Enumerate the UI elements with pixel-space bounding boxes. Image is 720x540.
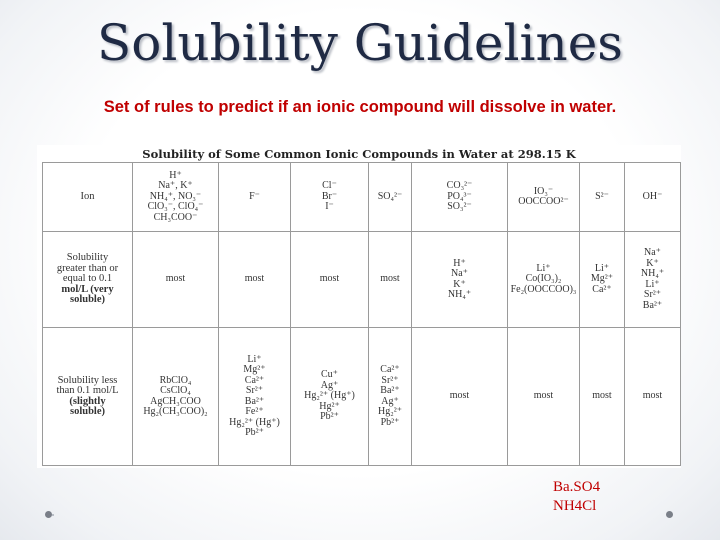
cell-line: most xyxy=(592,390,612,402)
table-row-soluble xyxy=(43,232,681,328)
cell-line: Ca²⁺ xyxy=(592,283,612,295)
cell-line: Ca²⁺ xyxy=(244,374,265,386)
slight-cell xyxy=(580,328,625,466)
cell-line: K⁺ xyxy=(646,257,659,269)
cell-line: Pb²⁺ xyxy=(380,416,400,428)
soluble-cell xyxy=(412,232,508,328)
cell-line: RbClO₄ xyxy=(159,374,192,386)
slide-bullet-right xyxy=(666,511,673,518)
cell-line: Co(IO₃)₂ xyxy=(525,273,562,285)
cell-line: most xyxy=(244,273,265,285)
cell-line: Hg₂(CH₃COO)₂ xyxy=(143,406,208,417)
cell-line: Na⁺ xyxy=(644,247,661,258)
table-caption: Solubility of Some Common Ionic Compounds in Water at 298.15 K xyxy=(142,147,576,161)
row-label-line: Solubility xyxy=(66,252,109,264)
cell-line: Pb²⁺ xyxy=(320,411,339,423)
cell-line: AgCH₃COO xyxy=(150,395,201,407)
soluble-cell xyxy=(369,232,412,328)
cell-line: Ba²⁺ xyxy=(244,395,265,407)
table-row-slightly-soluble xyxy=(43,328,681,466)
cell-line: Li⁺ xyxy=(594,262,610,274)
cell-line: H⁺ xyxy=(453,257,466,269)
cell-line: Br⁻ xyxy=(321,190,338,202)
header-cell xyxy=(219,163,291,232)
cell-line: Mg²⁺ xyxy=(243,364,266,375)
cell-line: PO₄³⁻ xyxy=(447,190,472,202)
answer-item: Ba.SO4 xyxy=(553,479,601,495)
slight-cell xyxy=(625,328,681,466)
answer-list xyxy=(553,478,600,516)
cell-line: Hg₂²⁺ (Hg⁺) xyxy=(304,390,355,402)
cell-line: Ba²⁺ xyxy=(380,385,400,396)
soluble-cell xyxy=(219,232,291,328)
cell-line: SO₄²⁻ xyxy=(377,190,403,202)
cell-line: OOCCOO²⁻ xyxy=(518,196,569,207)
row-label-line: soluble) xyxy=(69,406,105,417)
slight-cell xyxy=(219,328,291,466)
table-row-header xyxy=(43,163,681,232)
cell-line: most xyxy=(319,273,340,285)
cell-line: Sr²⁺ xyxy=(245,385,264,396)
header-cell xyxy=(625,163,681,232)
row-label-soluble xyxy=(43,232,133,328)
row-label-line: equal to 0.1 xyxy=(62,273,113,285)
slight-cell xyxy=(133,328,219,466)
header-cell xyxy=(580,163,625,232)
row-label-line: (slightly xyxy=(69,395,106,407)
cell-line: Li⁺ xyxy=(645,278,660,290)
cell-line: Sr²⁺ xyxy=(381,374,399,386)
cell-line: OH⁻ xyxy=(642,190,663,202)
slide-subtitle: Set of rules to predict if an ionic compound will dissolve in water. xyxy=(103,98,617,116)
cell-line: Ag⁺ xyxy=(320,379,339,391)
cell-line: Cu⁺ xyxy=(321,369,338,381)
cell-line: CO₃²⁻ xyxy=(446,180,473,192)
cell-line: SO₃²⁻ xyxy=(447,201,472,213)
cell-line: most xyxy=(642,390,663,402)
cell-line: Cl⁻ xyxy=(322,180,337,192)
cell-line: CsClO₄ xyxy=(160,385,191,396)
cell-line: Sr²⁺ xyxy=(643,289,662,300)
cell-line: Li⁺ xyxy=(536,262,551,274)
solubility-table-image xyxy=(37,145,681,468)
cell-line: K⁺ xyxy=(453,278,466,290)
cell-line: most xyxy=(165,273,186,285)
cell-line: Pb²⁺ xyxy=(245,427,264,438)
row-label-line: soluble) xyxy=(69,294,105,306)
cell-line: Na⁺ xyxy=(451,268,468,279)
soluble-cell xyxy=(625,232,681,328)
slide-title: Solubility Guidelines xyxy=(97,14,623,72)
cell-line: Li⁺ xyxy=(247,353,262,365)
slight-cell xyxy=(412,328,508,466)
header-cell xyxy=(369,163,412,232)
cell-line: I⁻ xyxy=(325,201,334,213)
cell-line: IO₃⁻ xyxy=(533,185,554,197)
cell-line: NH₄⁺ xyxy=(640,268,665,279)
cell-line: Hg₂²⁺ (Hg⁺) xyxy=(229,416,280,428)
cell-line: S²⁻ xyxy=(595,190,609,202)
slide-bullet-left xyxy=(45,511,52,518)
soluble-cell xyxy=(508,232,580,328)
header-cell xyxy=(133,163,219,232)
cell-line: most xyxy=(380,273,400,285)
cell-line: ClO₃⁻, ClO₄⁻ xyxy=(147,201,204,213)
header-cell xyxy=(412,163,508,232)
answer-item: NH4Cl xyxy=(553,498,597,514)
slight-cell xyxy=(291,328,369,466)
cell-line: Ca²⁺ xyxy=(380,364,400,375)
header-cell xyxy=(291,163,369,232)
header-cell xyxy=(508,163,580,232)
slight-cell xyxy=(369,328,412,466)
cell-line: Fe²⁺ xyxy=(245,406,264,417)
cell-line: Mg²⁺ xyxy=(590,273,614,285)
soluble-cell xyxy=(580,232,625,328)
cell-line: Ba²⁺ xyxy=(642,299,663,311)
cell-line: most xyxy=(533,390,554,402)
row-label-line: greater than or xyxy=(56,262,119,274)
cell-line: NH₄⁺ xyxy=(447,289,472,300)
cell-line: Hg²⁺ xyxy=(319,400,340,412)
cell-line: H⁺ xyxy=(169,169,182,181)
cell-line: NH₄⁺, NO₃⁻ xyxy=(149,190,202,202)
cell-line: Hg₂²⁺ xyxy=(378,406,402,417)
cell-line: Fe₂(OOCCOO)₃ xyxy=(510,283,577,295)
row-label-line: than 0.1 mol/L xyxy=(56,385,119,396)
soluble-cell xyxy=(291,232,369,328)
row-label-ion: Ion xyxy=(43,163,133,232)
row-label-line: Solubility less xyxy=(57,374,118,386)
row-label-line: mol/L (very xyxy=(61,283,114,295)
cell-line: F⁻ xyxy=(249,190,260,202)
slide-rule-left xyxy=(52,514,54,516)
cell-line: Ag⁺ xyxy=(381,395,399,407)
row-label-slightly-soluble xyxy=(43,328,133,466)
slight-cell xyxy=(508,328,580,466)
solubility-table xyxy=(42,162,681,466)
soluble-cell xyxy=(133,232,219,328)
cell-line: most xyxy=(449,390,470,402)
cell-line: Na⁺, K⁺ xyxy=(158,180,193,192)
cell-line: CH₃COO⁻ xyxy=(153,211,198,223)
